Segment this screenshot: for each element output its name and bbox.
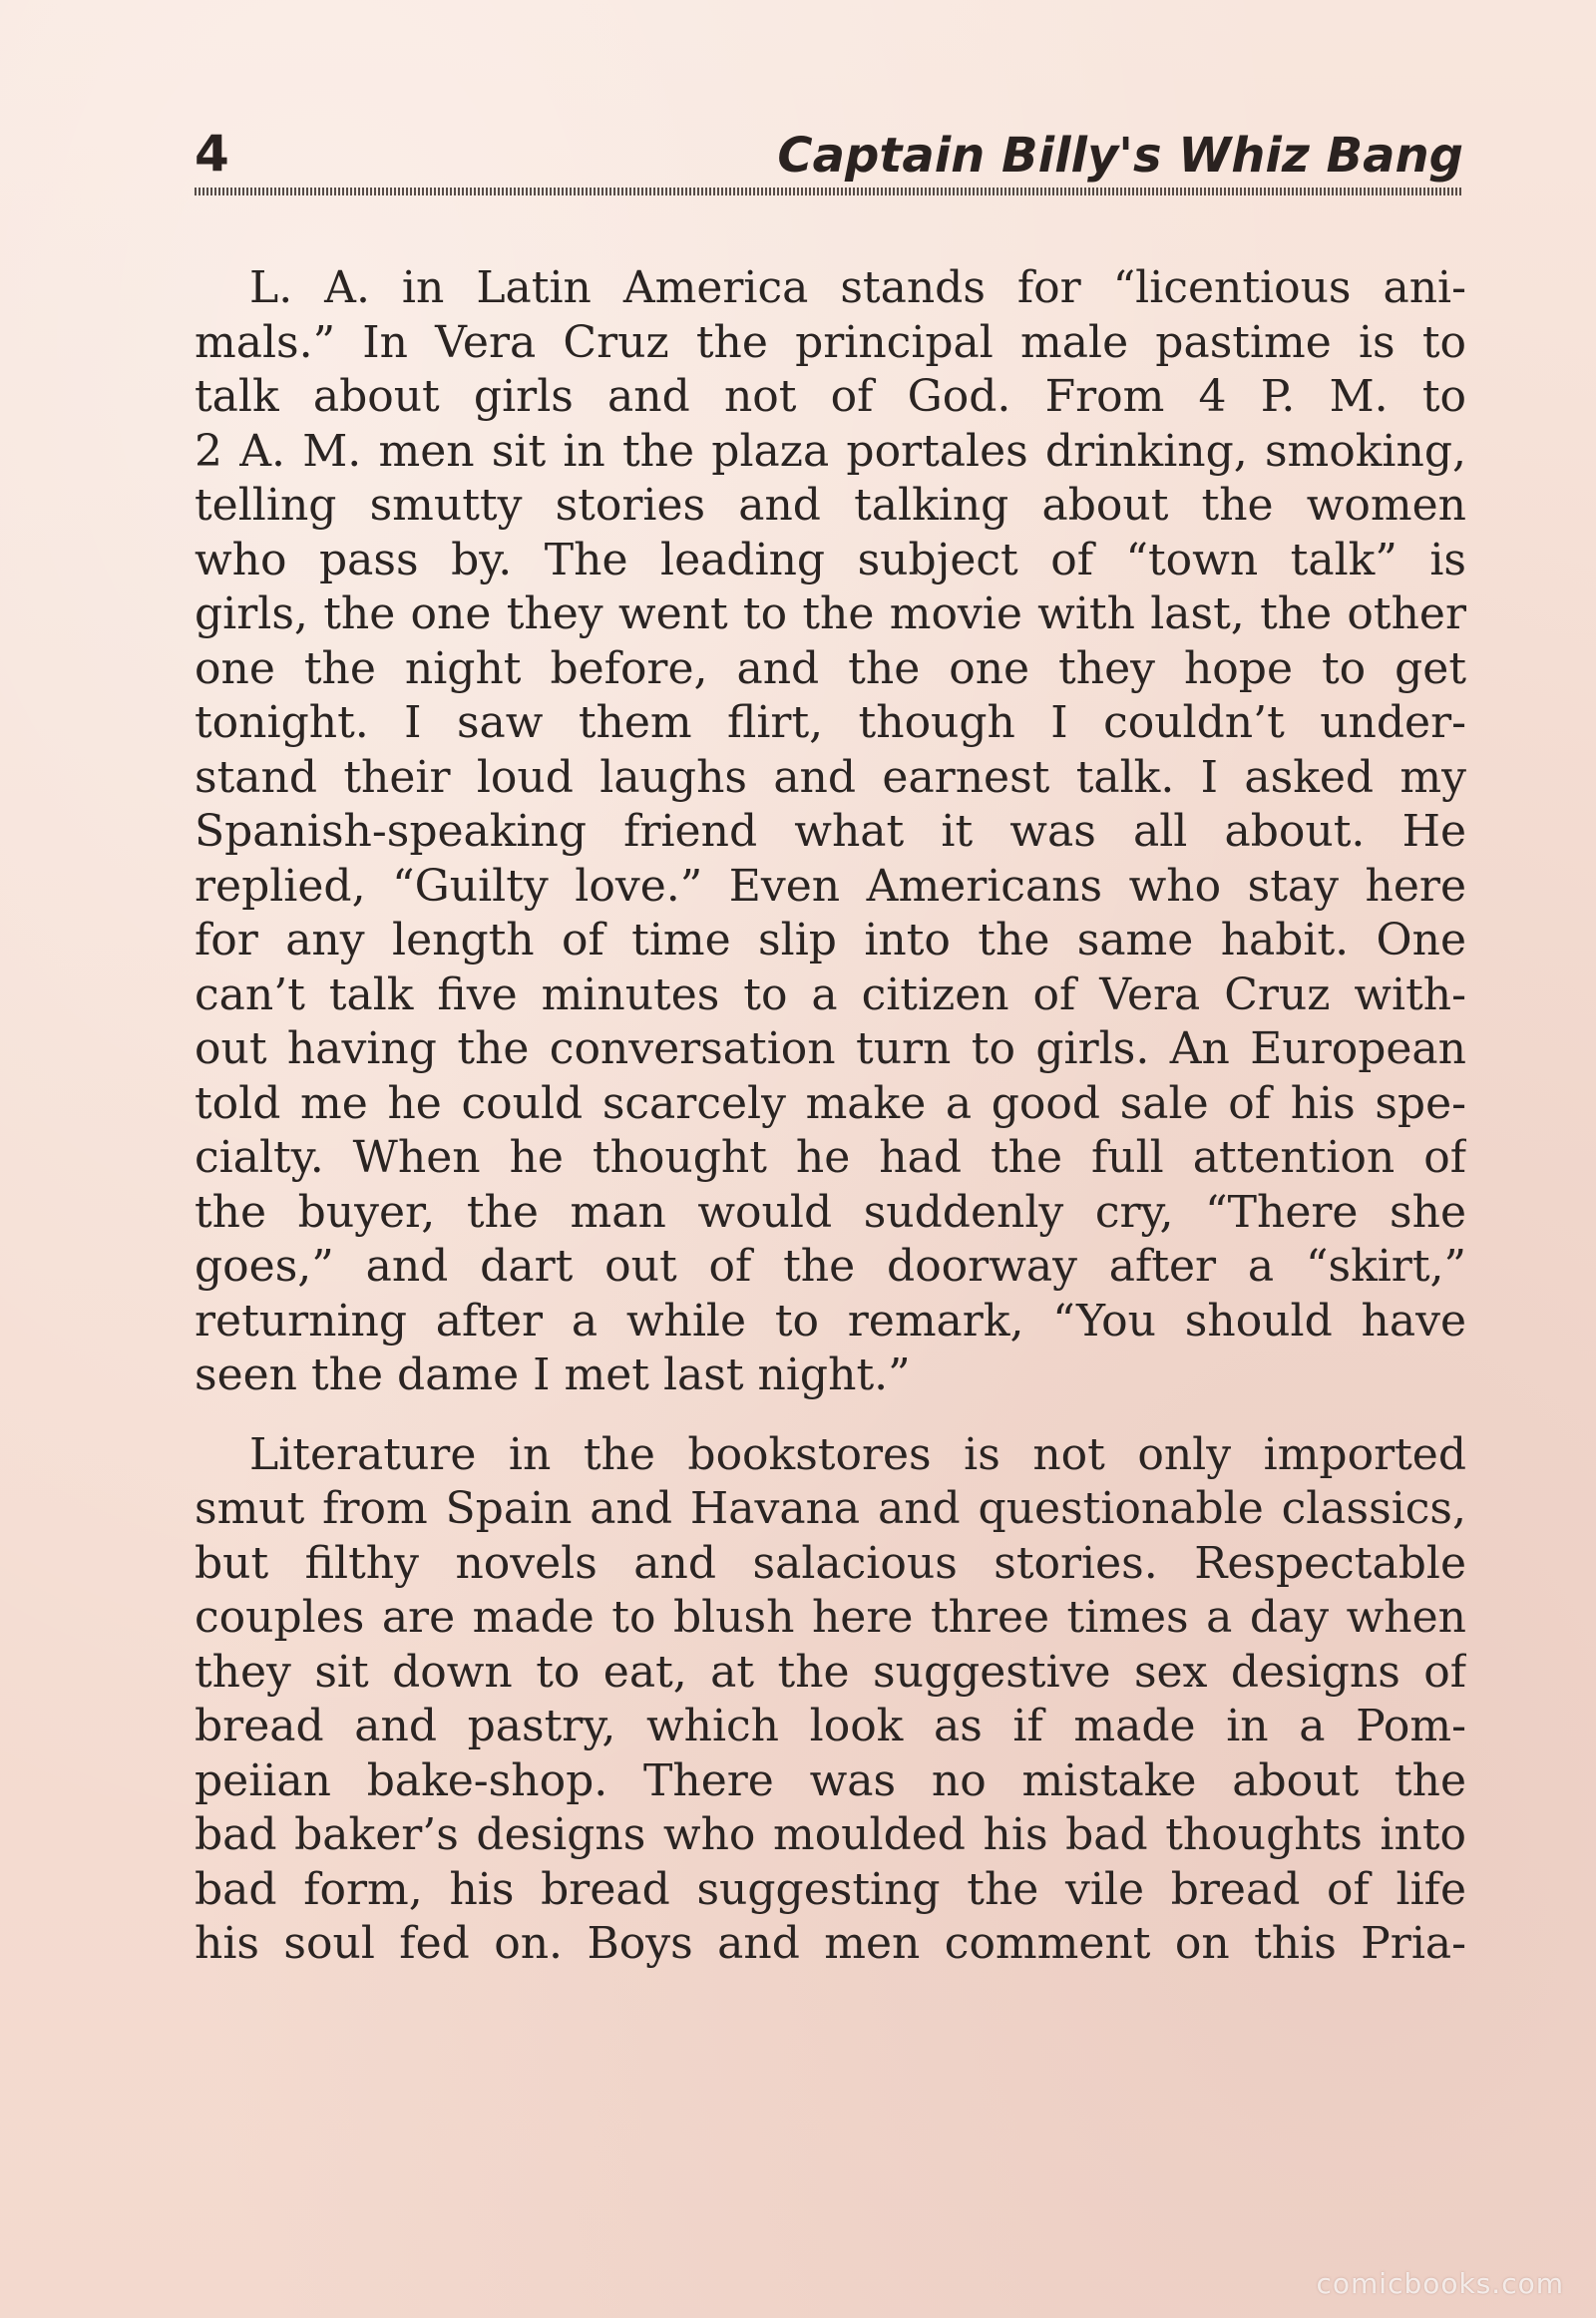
text-line: bad form, his bread suggesting the vile bread of life [195, 1863, 1466, 1915]
text-line: 2 A. M. men sit in the plaza portales drinking, smoking, [195, 425, 1466, 477]
watermark: comicbooks.com [1316, 2267, 1564, 2300]
text-line: can’t talk five minutes to a citizen of Vera Cruz with- [195, 968, 1466, 1020]
text-line: peiian bake-shop. There was no mistake about the [195, 1754, 1466, 1806]
paragraph-2 [195, 1428, 1466, 1972]
text-line: they sit down to eat, at the suggestive sex designs of [195, 1646, 1466, 1698]
text-line: bad baker’s designs who moulded his bad thoughts into [195, 1809, 1466, 1860]
paragraph-gap [195, 1403, 1466, 1428]
text-line: cialty. When he thought he had the full attention of [195, 1132, 1466, 1183]
text-line: replied, “Guilty love.” Even Americans who stay here [195, 860, 1466, 912]
text-line: smut from Spain and Havana and questionable classics, [195, 1483, 1466, 1534]
text-line: who pass by. The leading subject of “town talk” is [195, 534, 1466, 585]
running-title: Captain Billy's Whiz Bang [777, 128, 1463, 184]
text-line: the buyer, the man would suddenly cry, “There she [195, 1186, 1466, 1238]
text-line: but filthy novels and salacious stories. Respectable [195, 1537, 1466, 1589]
text-line: stand their loud laughs and earnest talk. I asked my [195, 751, 1466, 803]
page-number: 4 [195, 125, 229, 183]
text-line: bread and pastry, which look as if made in a Pom- [195, 1701, 1466, 1751]
text-line: tonight. I saw them flirt, though I couldn’t under- [195, 697, 1466, 748]
page-header [195, 120, 1463, 190]
text-line: Spanish-speaking friend what it was all about. He [195, 806, 1466, 857]
text-line: goes,” and dart out of the doorway after a “skirt,” [195, 1241, 1466, 1292]
text-line: talk about girls and not of God. From 4 P. M. to [195, 371, 1466, 422]
body-text [195, 261, 1466, 1972]
text-line: L. A. in Latin America stands for “licentious ani- [249, 262, 1466, 313]
text-line: Literature in the bookstores is not only imported [249, 1428, 1466, 1480]
text-line: seen the dame I met last night.” [195, 1350, 911, 1400]
text-line: returning after a while to remark, “You should have [195, 1295, 1466, 1347]
text-line: one the night before, and the one they hope to get [195, 642, 1466, 694]
paragraph-1 [195, 261, 1466, 1403]
text-line: couples are made to blush here three times a day when [195, 1592, 1466, 1643]
text-line: girls, the one they went to the movie with last, the other [195, 588, 1466, 639]
header-rule [195, 188, 1463, 195]
text-line: his soul fed on. Boys and men comment on this Pria- [195, 1918, 1466, 1969]
text-line: telling smutty stories and talking about the women [195, 480, 1466, 531]
text-line: told me he could scarcely make a good sale of his spe- [195, 1077, 1466, 1129]
text-line: for any length of time slip into the same habit. One [195, 915, 1466, 966]
text-line: out having the conversation turn to girls. An European [195, 1023, 1466, 1074]
text-line: mals.” In Vera Cruz the principal male pastime is to [195, 316, 1466, 368]
